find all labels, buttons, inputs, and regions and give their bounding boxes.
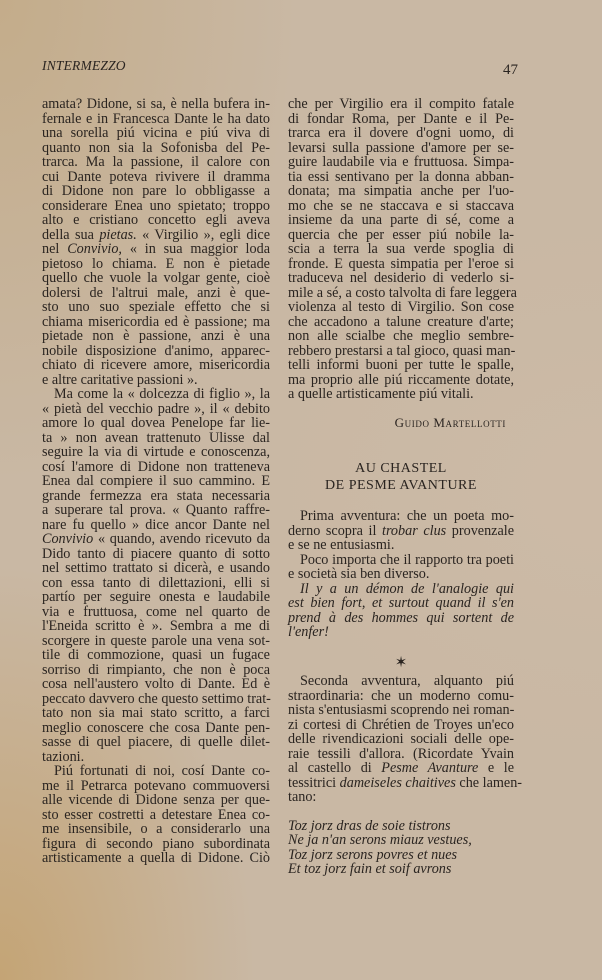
text-line: cosí l'amore di Didone non tratteneva xyxy=(42,458,270,475)
text-line: seguire la via di virtude e conoscenza, xyxy=(42,444,270,460)
text-line: che accadono a talune creature d'arte; xyxy=(288,313,514,330)
text-line: tano: xyxy=(288,789,317,805)
text-line: mile a sé, a costo talvolta di fare leggera xyxy=(288,284,517,301)
text-line: artisticamente a quella di Didone. Ciò xyxy=(42,850,270,866)
text-line: raie tessili d'allora. (Ricordate Yvain xyxy=(288,745,514,762)
text-line: quanto non sia la Sofonisba del Pe- xyxy=(42,139,270,156)
text-line: chiato di ricevere amore, misericordia xyxy=(42,357,270,373)
text-line: Poco importa che il rapporto tra poeti xyxy=(300,551,514,568)
text-line: l'Eneida scritto è ». Sembra a me di xyxy=(42,618,270,634)
text-line: nista s'entusiasmi scoprendo nei roman- xyxy=(288,702,515,718)
text-line: levarsi sulla passione d'amore per se- xyxy=(288,139,514,156)
left-column xyxy=(42,97,270,866)
right-column xyxy=(288,96,523,877)
french-quotation xyxy=(288,582,514,640)
text-run: « quando, avendo ricevuto da xyxy=(93,531,270,547)
text-line: cui Dante poteva rivivere il dramma xyxy=(42,168,270,185)
section-title xyxy=(288,460,514,494)
text-line: ta » non avean trattenuto Ulisse dal xyxy=(42,429,270,446)
verse-line: Et toz jorz fain et soif avrons xyxy=(288,861,452,877)
text-line: sto esser costretti a detestare Enea co- xyxy=(42,806,270,823)
text-line: delle rivendicazioni sociali delle ope- xyxy=(288,731,514,747)
text-line: amata? Didone, si sa, è nella bufera in- xyxy=(42,96,270,112)
text-line: partío per seguire onesta e laudabile xyxy=(42,589,270,605)
text-line: peccato davvero che questo settimo trat- xyxy=(42,690,271,707)
paragraph-poco-importa xyxy=(288,553,514,582)
text-line: Dido tanto di piacere quanto di sotto xyxy=(42,545,270,562)
section-title-line: AU CHASTEL xyxy=(355,461,447,476)
text-line: scia a terra la sua verde spoglia di xyxy=(288,241,514,257)
text-line: tile di commozione, quasi un fugace xyxy=(42,647,270,663)
text-line: Il y a un démon de l'analogie qui xyxy=(300,580,514,597)
text-line: dolersi de l'altrui male, anzi è que- xyxy=(42,284,270,301)
text-line: di fondar Roma, per Dante e il Pe- xyxy=(288,110,514,127)
text-line: figura di secondo piano subordinata xyxy=(42,835,270,852)
text-line: Seconda avventura, alquanto piú xyxy=(300,673,514,689)
text-line: di Didone non pare lo obbligasse a xyxy=(42,183,270,199)
text-line: zi cortesi di Chrétien de Troyes un'eco xyxy=(288,716,514,733)
text-line: trarca. Ma la passione, il calore con xyxy=(42,154,270,170)
text-line: prend à des hommes qui sortent de xyxy=(288,609,514,626)
text-line: tazioni. xyxy=(42,748,85,765)
text-line: donata; ma simpatia anche per l'uo- xyxy=(288,183,514,199)
text-line: meglio conoscere che cosa Dante pen- xyxy=(42,719,270,736)
text-line: grande fermezza era stata necessaria xyxy=(42,487,270,504)
italic-term: dameiseles chaitives xyxy=(339,774,456,791)
verse-line: Toz jorz serons povres et nues xyxy=(288,846,458,863)
text-line: nare fu quello » dice ancor Dante nel xyxy=(42,516,270,533)
paragraph-ulisse xyxy=(42,387,270,764)
text-line: amore lo qual dovea Penelope far lie- xyxy=(42,415,270,431)
text-run: provenzale xyxy=(446,522,515,539)
text-line: « pietà del vecchio padre », il « debito xyxy=(42,400,270,417)
text-line: Prima avventura: che un poeta mo- xyxy=(300,508,514,524)
text-run: che lamen- xyxy=(455,774,523,791)
text-line: sto uno suo speziale effetto che si xyxy=(42,299,270,315)
text-line: alle vicende di Didone senza per que- xyxy=(42,792,270,808)
text-run: derno scopra il xyxy=(288,522,382,539)
italic-term: pietas. xyxy=(99,226,137,243)
text-line: cosa nell'austero volto di Dante. Ed è xyxy=(42,676,270,692)
text-line: me il Petrarca potevano commuoversi xyxy=(42,777,270,794)
text-line xyxy=(288,761,514,776)
text-line: scorgere in queste parole una vena sot- xyxy=(42,632,270,649)
text-line: quercia che per esser piú nobile la- xyxy=(288,226,514,243)
text-line: traduceva nel desiderio di vederlo si- xyxy=(288,270,514,286)
text-line: fronde. E questa simpatia per l'eroe si xyxy=(288,255,514,272)
paragraph-petrarca xyxy=(42,764,270,866)
text-line: telli informi buoni per tutte le spalle, xyxy=(288,357,514,373)
paragraph-seconda-avventura xyxy=(288,673,523,805)
text-line xyxy=(42,228,270,243)
running-head-title: INTERMEZZO xyxy=(42,58,126,73)
text-line: alto e cristiano concetto egli aveva xyxy=(42,212,270,228)
text-line: con essa tanto di dilettazioni, elli si xyxy=(42,574,270,591)
paragraph-prima-avventura xyxy=(288,509,514,553)
text-line: tia essi sentivano per la donna abban- xyxy=(288,168,514,185)
text-line xyxy=(288,524,514,539)
text-run: e le xyxy=(478,760,514,776)
text-line: considerare Enea uno spietato; troppo xyxy=(42,197,270,214)
text-line: sorriso di rimpianto, che non è poca xyxy=(42,661,270,678)
verse-line: Toz jorz dras de soie tistrons xyxy=(288,817,451,834)
text-line: e società sia ben diverso. xyxy=(288,566,430,582)
italic-title: Pesme Avanture xyxy=(381,760,479,776)
verse-line: Ne ja n'an serons miauz vestues, xyxy=(288,832,472,848)
text-line: me insensibile, o a considerarlo una xyxy=(42,821,270,837)
text-line xyxy=(42,532,270,547)
text-line: via e fruttuosa, come nel quarto de xyxy=(42,603,270,620)
paragraph-didone xyxy=(42,97,270,387)
text-line: insieme da una parte di sé, come a xyxy=(288,212,514,228)
section-separator-star-icon: ✶ xyxy=(394,654,408,671)
text-line: nobile disposizione d'animo, apparec- xyxy=(42,342,270,359)
text-line: e altre caritative passioni ». xyxy=(42,371,198,388)
text-line: Piú fortunati di noi, cosí Dante co- xyxy=(54,763,270,779)
text-line: l'enfer! xyxy=(288,624,329,640)
text-line: rebbero prestarsi a tal gioco, quasi man- xyxy=(288,342,516,359)
page-number: 47 xyxy=(503,62,518,78)
text-line: nel settimo trattato si dicerà, e usando xyxy=(42,560,270,576)
italic-title: Convivio, xyxy=(67,241,122,257)
text-line xyxy=(42,242,270,257)
text-line: trarca era il dovere d'ogni uomo, di xyxy=(288,125,514,141)
text-line: e se ne entusiasmi. xyxy=(288,537,395,553)
italic-title: Convivio xyxy=(42,531,94,547)
text-run: nel xyxy=(42,241,68,257)
text-line: chiama misericordia ed è passione; ma xyxy=(42,313,270,330)
text-line: fernale e in Francesca Dante le ha dato xyxy=(42,110,270,127)
old-french-verse xyxy=(288,819,514,877)
text-line: ma proprio alle piú riccamente dotate, xyxy=(288,371,514,388)
text-line: pietade non è passione, anzi è una xyxy=(42,328,270,344)
text-run: tessitrici xyxy=(288,774,340,791)
text-line: Ma come la « dolcezza di figlio », la xyxy=(54,386,270,402)
text-line: est bien fort, et surtout quand il s'en xyxy=(288,595,514,611)
italic-term: trobar clus xyxy=(382,522,447,539)
text-line: una sorella piú vicina e piú viva di xyxy=(42,125,270,141)
text-line: sasse di quel piacere, di quelle dilet- xyxy=(42,734,270,750)
text-line: non alle scialbe che meglio sembre- xyxy=(288,328,514,344)
paragraph-virgilio xyxy=(288,96,517,402)
text-run: al castello di xyxy=(288,760,382,776)
text-line: tato non sia mai stato scritto, a farci xyxy=(42,705,270,721)
text-run: « Virgilio », egli dice xyxy=(136,226,271,243)
text-line: straordinaria: che un moderno comu- xyxy=(288,687,514,704)
text-line: a superare tal prova. « Quanto raffre- xyxy=(42,502,270,518)
text-line: guire laudabile via e fruttuosa. Simpa- xyxy=(288,154,514,170)
text-line: Enea dal compiere il suo cammino. E xyxy=(42,473,270,489)
text-run: « in sua maggior loda xyxy=(121,241,270,257)
text-line: a quelle artisticamente piú vitali. xyxy=(288,386,474,402)
text-line: pietoso lo chiama. E non è pietade xyxy=(42,255,270,272)
text-run: della sua xyxy=(42,226,100,243)
text-line: che per Virgilio era il compito fatale xyxy=(288,96,514,112)
text-line xyxy=(288,774,523,791)
text-line: quello che vuole la volgar gente, cioè xyxy=(42,270,270,286)
text-line: mo che se ne staccava e si staccava xyxy=(288,197,514,214)
text-line: violenza al testo di Virgilio. Son cose xyxy=(288,299,514,315)
section-title-line: DE PESME AVANTURE xyxy=(325,478,477,493)
author-signature: Guido Martellotti xyxy=(394,414,506,430)
